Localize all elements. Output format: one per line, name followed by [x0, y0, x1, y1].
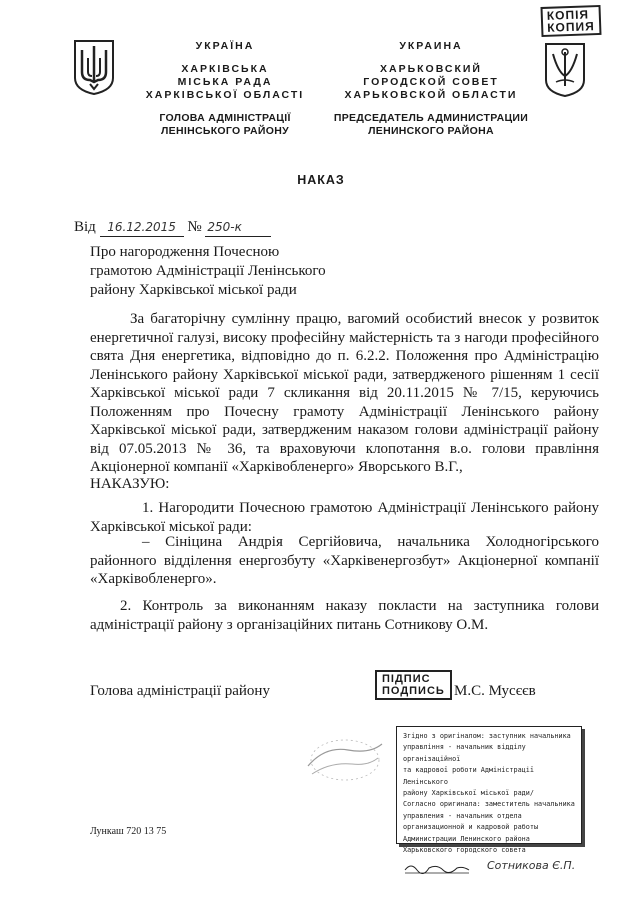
- right-header: [318, 40, 544, 138]
- right-council-line: ГОРОДСКОЙ СОВЕТ: [363, 76, 499, 88]
- cert-line: та кадрової роботи Адміністрації Ленінського: [403, 766, 534, 786]
- right-country: УКРАИНА: [399, 40, 463, 52]
- footer-contact: Лункаш 720 13 75: [90, 826, 167, 837]
- cert-signature-name: Сотникова Є.П.: [487, 859, 576, 873]
- left-council-line: МІСЬКА РАДА: [177, 76, 273, 88]
- left-council-line: ХАРКІВСЬКОЇ ОБЛАСТІ: [145, 89, 305, 101]
- right-office-line: ЛЕНИНСКОГО РАЙОНА: [368, 125, 494, 137]
- order-item-2: 2. Контроль за виконанням наказу покласти на заступника голови адміністрації району з організаційних питань Сотникову О.М.: [90, 598, 599, 633]
- subject-line: району Харківської міської ради: [90, 282, 297, 298]
- signatory-name: М.С. Мусєєв: [454, 683, 536, 699]
- cert-line: Згідно з оригіналом: заступник начальника: [403, 732, 571, 740]
- copy-stamp: [540, 5, 601, 37]
- faint-seal-icon: [300, 728, 390, 788]
- order-item-1-sub: – Сініцина Андрія Сергійовича, начальника Холодногірського районного відділення енергозбуту «Харківенергозбут» Акціонерної компанії «Харківобленерго».: [90, 534, 599, 587]
- cert-signature: [403, 858, 577, 876]
- cert-line: управления - начальник отдела: [403, 811, 522, 820]
- cert-line: организационной и кадровой работы: [403, 823, 539, 832]
- cert-line: Харьковского городского совета: [403, 846, 526, 855]
- left-office-line: ГОЛОВА АДМІНІСТРАЦІЇ: [159, 112, 291, 124]
- cert-line: управління - начальник відділу організаційної: [403, 743, 526, 763]
- cert-line: району Харківської міської ради/: [403, 789, 534, 798]
- kharkiv-coat-of-arms-icon: [544, 42, 586, 98]
- right-office-line: ПРЕДСЕДАТЕЛЬ АДМИНИСТРАЦИИ: [333, 112, 529, 124]
- left-council-line: ХАРКІВСЬКА: [181, 63, 269, 75]
- number-value: 250-к: [207, 220, 242, 234]
- right-council-line: ХАРЬКОВСКОЙ ОБЛАСТИ: [344, 89, 518, 101]
- cert-line: Согласно оригинала: заместитель начальника: [403, 800, 575, 809]
- date-value: 16.12.2015: [107, 220, 176, 234]
- signature-stamp: [375, 670, 452, 700]
- number-label: №: [187, 219, 202, 235]
- signature-stamp-line: ПОДПИСЬ: [382, 685, 445, 697]
- preamble-paragraph: За багаторічну сумлінну працю, вагомий особистий внесок у розвиток енергетичної галузі, високу професійну майстерність та з нагоди професійного свята Дня енергетика, відповідно до п. 6.2.2. Положення про Адміністрацію Ленінського району Харківської міської ради, затвердженого рішенням 1 сесії Харківської міської ради 7 скликання від 20.11.2015 № 7/15, керуючись Положенням про Почесну грамоту Адміністрації Ленінського району Харківської міської ради, затвердженим наказом голови адміністрації району від 07.05.2013 № 36, та враховуючи клопотання в.о. голови правління Акціонерної компанії «Харківобленерго» Яворського В.Г.,: [90, 311, 599, 475]
- copy-stamp-line: КОПІЯ: [546, 7, 590, 23]
- date-label: Від: [74, 219, 96, 235]
- trident-emblem-icon: [72, 38, 116, 96]
- signature-position: Голова адміністрації району: [90, 683, 270, 699]
- copy-stamp-line: КОПИЯ: [546, 19, 595, 35]
- certification-stamp: [396, 726, 582, 873]
- order-line: [74, 219, 374, 237]
- left-country: УКРАЇНА: [195, 40, 255, 52]
- order-subject: [90, 243, 390, 300]
- document-title: НАКАЗ: [297, 173, 345, 187]
- order-item-1: 1. Нагородити Почесною грамотою Адміністрації Ленінського району Харківської міської ради:: [90, 500, 599, 535]
- signature-stamp-line: ПІДПИС: [382, 673, 431, 685]
- subject-line: грамотою Адміністрації Ленінського: [90, 263, 326, 279]
- subject-line: Про нагородження Почесною: [90, 244, 280, 260]
- right-council-line: ХАРЬКОВСКИЙ: [380, 63, 482, 75]
- cert-line: Администрации Ленинского района: [403, 834, 530, 843]
- left-header: [120, 40, 330, 138]
- order-word: НАКАЗУЮ:: [90, 476, 170, 492]
- left-office-line: ЛЕНІНСЬКОГО РАЙОНУ: [161, 125, 289, 137]
